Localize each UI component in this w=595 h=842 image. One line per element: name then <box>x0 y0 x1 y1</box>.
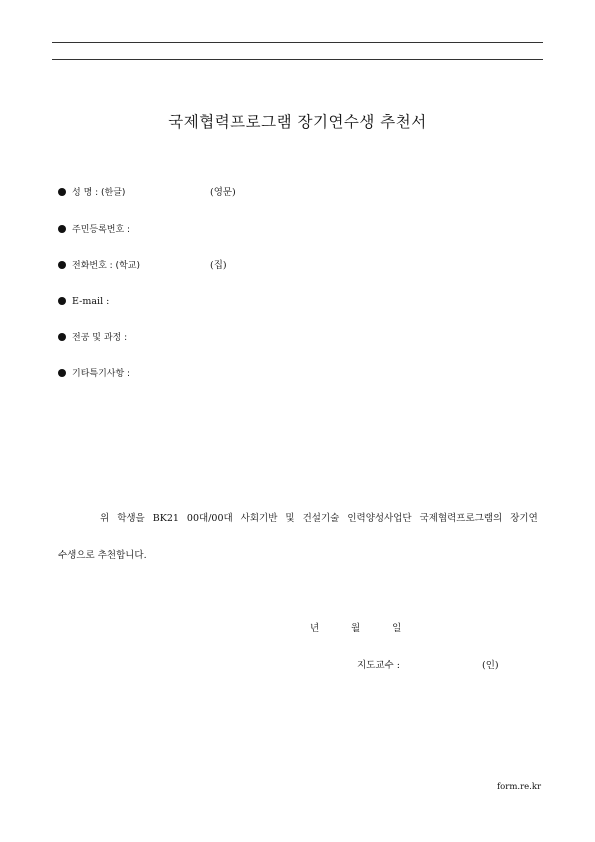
resident-id-field <box>58 223 130 237</box>
email-field <box>58 295 109 309</box>
email-label: E-mail : <box>72 296 110 307</box>
notes-field <box>58 367 130 381</box>
source-footer: form.re.kr <box>497 782 542 792</box>
bullet-icon <box>58 333 66 341</box>
top-rule <box>52 42 543 43</box>
name-label: 성 명 : (한글) <box>72 188 126 198</box>
bullet-icon <box>58 297 66 305</box>
major-course-label: 전공 및 과정 : <box>72 333 128 343</box>
month-label: 월 <box>351 623 361 634</box>
year-label: 년 <box>310 623 320 634</box>
resident-id-label: 주민등록번호 : <box>72 225 131 235</box>
bullet-icon <box>58 369 66 377</box>
major-course-field <box>58 331 127 345</box>
phone-field <box>58 259 140 273</box>
recommendation-text-line-2: 수생으로 추천합니다. <box>58 550 147 561</box>
document-title: 국제협력프로그램 장기연수생 추천서 <box>168 113 427 131</box>
notes-label: 기타특기사항 : <box>72 369 131 379</box>
date-row <box>310 620 401 634</box>
name-english-label: (영문) <box>210 187 236 198</box>
phone-label: 전화번호 : (학교) <box>72 261 140 271</box>
recommendation-text-line-1: 위 학생을 BK21 00대/00대 사회기반 및 건설기술 인력양성사업단 국제협력프로그램의 장기연 <box>100 513 538 524</box>
phone-home-label: (집) <box>210 260 227 271</box>
bullet-icon <box>58 188 66 196</box>
seal-label: (인) <box>482 660 499 671</box>
second-rule <box>52 59 543 60</box>
bullet-icon <box>58 261 66 269</box>
day-label: 일 <box>392 623 402 634</box>
name-field <box>58 186 125 200</box>
bullet-icon <box>58 225 66 233</box>
advisor-label: 지도교수 : <box>357 660 400 671</box>
